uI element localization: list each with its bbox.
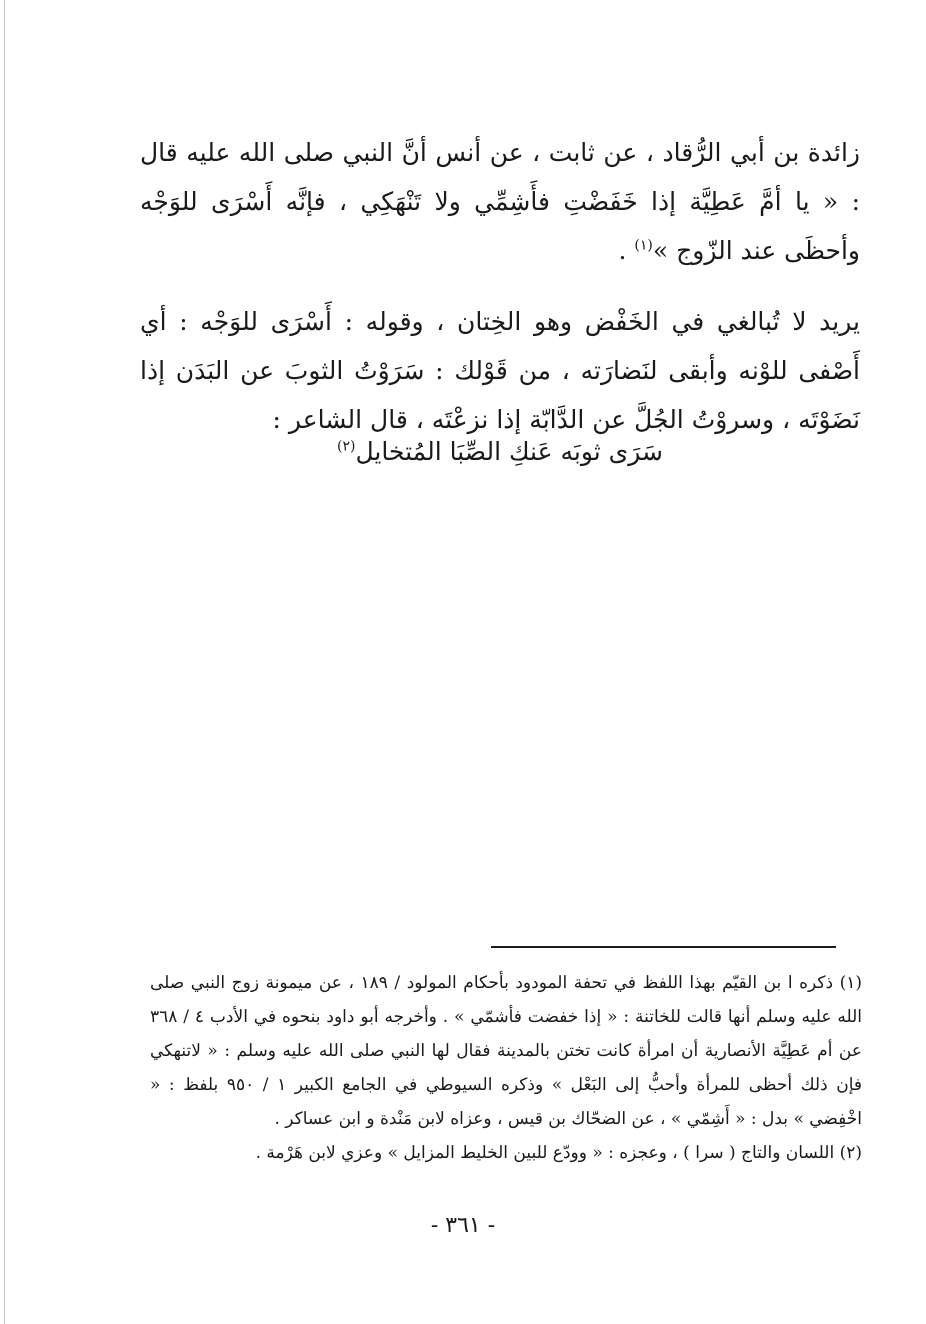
paragraph-1-end: . [618,236,635,265]
footnote-separator [491,946,836,948]
paragraph-2: يريد لا تُبالغي في الخَفْض وهو الخِتان ، وقوله : أَسْرَى للوَجْه : أي أَصْفى للوْنه وأبقى لنَضارَته ، من قَوْلك : سَرَوْتُ الثوبَ عن البَدَن إذا نَضَوْتَه ، وسروْتُ الجُلَّ عن الدَّابّة إذا نزعْتَه ، قال الشاعر : [140,307,860,434]
page-number: - ٣٦١ - [430,1213,496,1238]
footnote-1: (١) ذكره ا بن القيّم بهذا اللفظ في تحفة المودود بأحكام المولود / ١٨٩ ، عن ميمونة زوج النبي صلى الله عليه وسلم أنها قالت للخاتنة : « إذا خفضت فأشمّي » . وأخرجه أبو داود بنحوه في الأدب ٤ / ٣٦٨ عن أم عَطِيَّة الأنصارية أن امرأة كانت تختن بالمدينة فقال لها النبي صلى الله عليه وسلم : « لاتنهكي فإن ذلك أحظى للمرأة وأحبُّ إلى البَعْل » وذكره السيوطي في الجامع الكبير ١ / ٩٥٠ بلفظ : « اخْفِضي » بدل : « أَشِمّي » ، عن الضحّاك بن قيس ، وعزاه لابن مَنْدة و ابن عساكر . [150,973,863,1129]
footnote-ref-2: (٢) [337,438,356,455]
footnote-2: (٢) اللسان والتاج ( سرا ) ، وعجزه : « وودّع للبين الخليط المزايل » وعزي لابن هَرْمة . [255,1143,862,1163]
footnotes [150,966,862,1170]
footnote-ref-1: (١) [634,237,653,254]
paragraph-1-text: زائدة بن أبي الرُّقاد ، عن ثابت ، عن أنس أنَّ النبي صلى الله عليه قال : « يا أمَّ عَطِيَّة إذا خَفَضْتِ فأَشِمِّي ولا تَنْهَكِي ، فإنَّه أَسْرَى للوَجْه وأحظَى عند الزّوج » [140,138,860,265]
main-text [140,128,860,444]
paragraph-1 [140,128,860,275]
scan-edge-line [4,0,5,1324]
poetry-verse [140,432,860,472]
verse-text: سَرَى ثوبَه عَنكِ الصِّبَا المُتخايل [355,437,663,466]
